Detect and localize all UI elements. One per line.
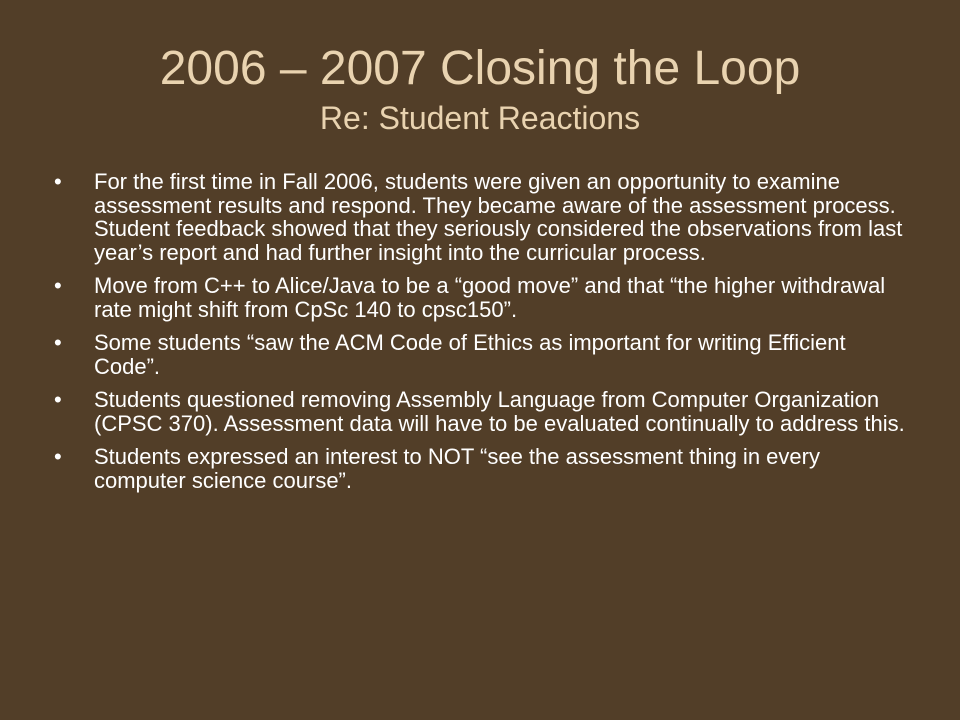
bullet-item <box>54 331 914 378</box>
bullet-icon: • <box>54 330 62 355</box>
bullet-text: Students questioned removing Assembly Language from Computer Organization (CPSC 370). Assessment data will have to be evaluated continually to address this. <box>94 387 905 436</box>
bullet-item <box>54 445 914 492</box>
bullet-item <box>54 274 914 321</box>
bullet-item <box>54 388 914 435</box>
slide-title: 2006 – 2007 Closing the Loop <box>159 42 801 95</box>
slide-title-block <box>48 40 912 138</box>
bullet-list <box>54 170 914 502</box>
bullet-text: Move from C++ to Alice/Java to be a “good move” and that “the higher withdrawal rate might shift from CpSc 140 to cpsc150”. <box>94 273 886 322</box>
slide-subtitle: Re: Student Reactions <box>319 100 641 136</box>
bullet-text: Some students “saw the ACM Code of Ethics as important for writing Efficient Code”. <box>94 330 846 379</box>
bullet-icon: • <box>54 169 62 194</box>
bullet-icon: • <box>54 273 62 298</box>
bullet-icon: • <box>54 387 62 412</box>
bullet-icon: • <box>54 444 62 469</box>
bullet-text: Students expressed an interest to NOT “see the assessment thing in every computer science course”. <box>94 444 820 493</box>
bullet-item <box>54 170 914 264</box>
bullet-text: For the first time in Fall 2006, students were given an opportunity to examine assessment results and respond. They became aware of the assessment process. Student feedback showed that they seriously considered the observations from last year’s report and had further insight into the curricular process. <box>94 169 903 265</box>
